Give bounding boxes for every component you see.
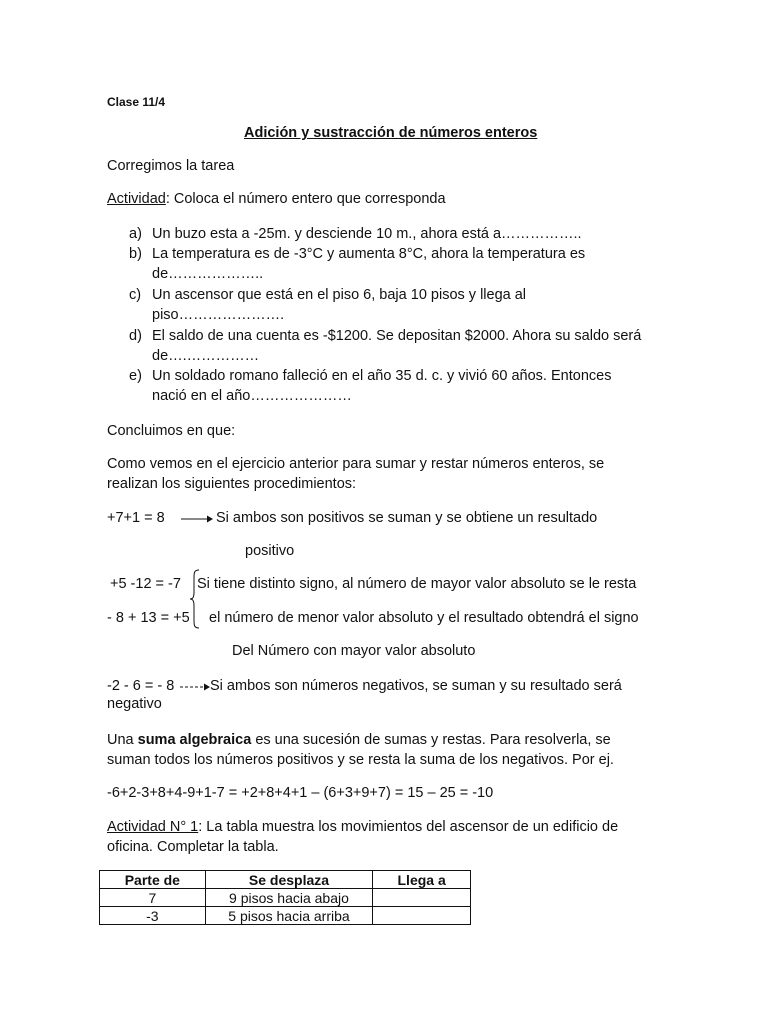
- table-cell: 9 pisos hacia abajo: [205, 889, 373, 907]
- suma-pre: Una: [107, 732, 138, 748]
- corregimos-text: Corregimos la tarea: [107, 158, 235, 174]
- item-c-text-cont: piso………………….: [152, 307, 285, 323]
- suma-algebraica-definition: [107, 730, 611, 750]
- conclusion-heading: Concluimos en que:: [107, 423, 236, 439]
- suma-algebraica-definition-cont: suman todos los números positivos y se resta la suma de los negativos. Por ej.: [107, 752, 614, 768]
- table-cell: 7: [100, 889, 206, 907]
- actividad-1-line: [107, 817, 618, 837]
- actividad-instructions: : Coloca el número entero que corresponda: [165, 191, 446, 207]
- item-e-text-cont: nació en el año…………………: [152, 388, 352, 404]
- table-row: [100, 907, 471, 925]
- rule-negative-text-cont: negativo: [107, 696, 162, 712]
- actividad-1-text-cont: oficina. Completar la tabla.: [107, 839, 279, 855]
- conclusion-intro-cont: realizan los siguientes procedimientos:: [107, 476, 357, 492]
- rule-mixed-text-2: el número de menor valor absoluto y el resultado obtendrá el signo: [209, 610, 639, 626]
- table-cell-empty: [373, 907, 471, 925]
- table-cell-empty: [373, 889, 471, 907]
- item-d-text: El saldo de una cuenta es -$1200. Se depositan $2000. Ahora su saldo será: [152, 328, 642, 344]
- actividad-line: [107, 189, 446, 209]
- table-header-llega-a: Llega a: [373, 871, 471, 889]
- item-d-marker: d): [129, 328, 142, 344]
- item-b-marker: b): [129, 246, 142, 262]
- suma-example: -6+2-3+8+4-9+1-7 = +2+8+4+1 – (6+3+9+7) = 15 – 25 = -10: [107, 785, 494, 801]
- item-b-text-cont: de………………..: [152, 266, 264, 282]
- page-title: Adición y sustracción de números enteros: [244, 125, 538, 141]
- rule-mixed-expression-1: +5 -12 = -7: [110, 576, 181, 592]
- table-header-se-desplaza: Se desplaza: [205, 871, 373, 889]
- item-a-text: Un buzo esta a -25m. y desciende 10 m., ahora está a……………..: [152, 226, 582, 242]
- rule-positive-expression: +7+1 = 8: [107, 510, 165, 526]
- item-e-marker: e): [129, 368, 142, 384]
- item-d-text-cont: de….……………: [152, 348, 260, 364]
- conclusion-intro: Como vemos en el ejercicio anterior para sumar y restar números enteros, se: [107, 456, 605, 472]
- item-a-marker: a): [129, 226, 142, 242]
- suma-term: suma algebraica: [137, 732, 252, 748]
- table-cell: -3: [100, 907, 206, 925]
- rule-mixed-expression-2: - 8 + 13 = +5: [107, 610, 190, 626]
- actividad-1-text: : La tabla muestra los movimientos del ascensor de un edificio de: [198, 819, 619, 835]
- table-row: [100, 889, 471, 907]
- item-b-text: La temperatura es de -3°C y aumenta 8°C, ahora la temperatura es: [152, 246, 586, 262]
- dashed-arrow-right-icon: [180, 681, 210, 693]
- arrow-right-icon: [181, 513, 213, 525]
- table-header-row: [100, 871, 471, 889]
- actividad-1-label: Actividad N° 1: [107, 819, 199, 835]
- item-c-marker: c): [129, 287, 142, 303]
- rule-positive-text-cont: positivo: [245, 543, 295, 559]
- item-c-text: Un ascensor que está en el piso 6, baja 10 pisos y llega al: [152, 287, 527, 303]
- elevator-table: [99, 870, 471, 925]
- table-cell: 5 pisos hacia arriba: [205, 907, 373, 925]
- rule-mixed-text-cont: Del Número con mayor valor absoluto: [232, 643, 476, 659]
- class-date: Clase 11/4: [107, 95, 166, 109]
- rule-negative-text: Si ambos son números negativos, se suman y su resultado será: [210, 678, 622, 694]
- table-header-parte-de: Parte de: [100, 871, 206, 889]
- rule-mixed-text: Si tiene distinto signo, al número de mayor valor absoluto se le resta: [197, 576, 637, 592]
- rule-negative-expression: -2 - 6 = - 8: [107, 678, 175, 694]
- item-e-text: Un soldado romano falleció en el año 35 d. c. y vivió 60 años. Entonces: [152, 368, 612, 384]
- actividad-label: Actividad: [107, 191, 166, 207]
- rule-positive-text: Si ambos son positivos se suman y se obtiene un resultado: [216, 510, 598, 526]
- suma-post: es una sucesión de sumas y restas. Para resolverla, se: [251, 732, 611, 748]
